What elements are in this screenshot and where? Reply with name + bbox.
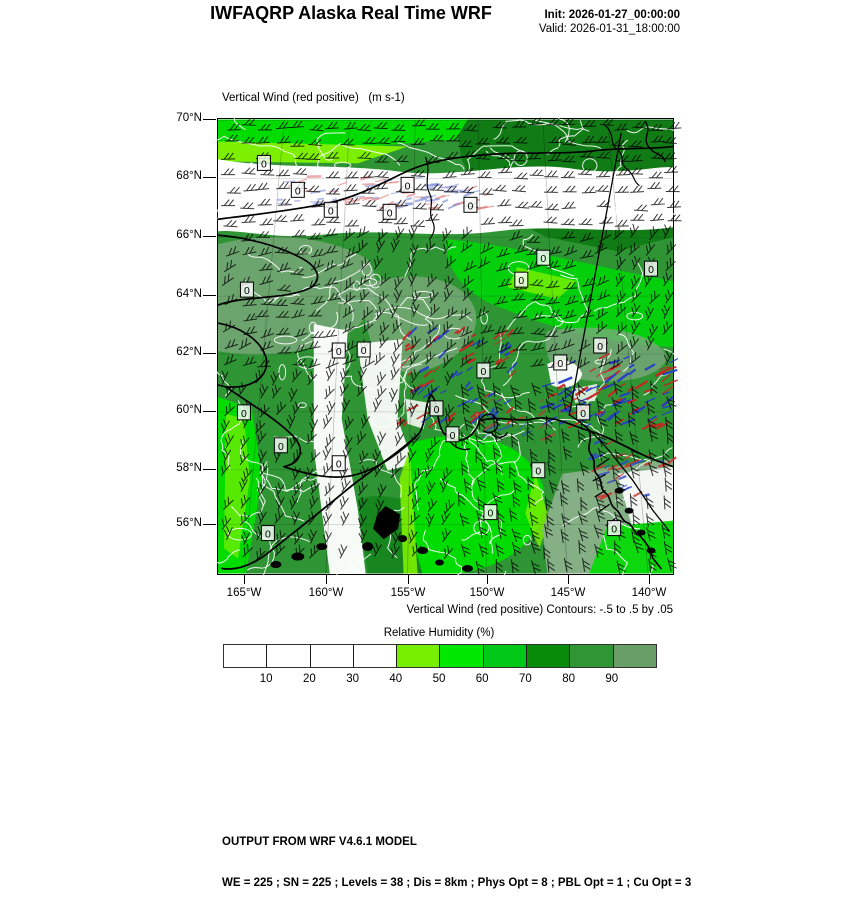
- y-axis-tick-label: 62°N: [150, 346, 202, 359]
- model-config-line: WE = 225 ; SN = 225 ; Levels = 38 ; Dis = 8km ; Phys Opt = 8 ; PBL Opt = 1 ; Cu Opt = 3: [222, 877, 691, 891]
- map-plot-area: [217, 118, 674, 575]
- y-axis-tick: [203, 236, 216, 237]
- x-axis-tick-label: 155°W: [378, 587, 438, 600]
- svg-text:0: 0: [611, 525, 617, 536]
- colorbar-tick-label: 70: [509, 673, 541, 685]
- colorbar: [223, 644, 657, 668]
- y-axis-tick: [203, 411, 216, 412]
- colorbar-cell: [614, 645, 656, 667]
- x-axis-tick: [326, 574, 327, 584]
- x-axis-tick-label: 160°W: [296, 587, 356, 600]
- x-axis-tick-label: 165°W: [214, 587, 274, 600]
- svg-text:0: 0: [265, 530, 271, 541]
- colorbar-tick-label: 30: [337, 673, 369, 685]
- y-axis-tick-label: 70°N: [150, 112, 202, 125]
- contour-zero-label: [291, 182, 304, 197]
- svg-text:0: 0: [557, 359, 563, 370]
- x-axis-tick: [649, 574, 650, 584]
- contour-zero-label: [537, 250, 550, 265]
- y-axis-tick-label: 60°N: [150, 404, 202, 417]
- svg-text:0: 0: [468, 201, 474, 212]
- x-axis-tick-label: 140°W: [619, 587, 679, 600]
- colorbar-tick-labels: [223, 673, 655, 689]
- contour-zero-label: [237, 405, 250, 420]
- svg-text:0: 0: [336, 460, 342, 471]
- contour-zero-label: [240, 282, 253, 297]
- contour-zero-label: [477, 363, 490, 378]
- contour-zero-label: [274, 438, 287, 453]
- y-axis-tick-label: 68°N: [150, 170, 202, 183]
- colorbar-tick-label: 40: [380, 673, 412, 685]
- x-axis-tick-label: 145°W: [538, 587, 598, 600]
- contour-zero-label: [532, 463, 545, 478]
- svg-text:0: 0: [535, 467, 541, 478]
- y-axis-tick: [203, 295, 216, 296]
- model-info-footer: [222, 809, 691, 917]
- colorbar-tick-label: 10: [250, 673, 282, 685]
- svg-text:0: 0: [487, 509, 493, 520]
- contour-zero-label: [446, 427, 459, 442]
- svg-text:0: 0: [434, 405, 440, 416]
- contour-zero-label: [554, 355, 567, 370]
- svg-text:0: 0: [278, 442, 284, 453]
- contour-zero-label: [357, 342, 370, 357]
- colorbar-tick-label: 80: [553, 673, 585, 685]
- colorbar-tick-label: 20: [293, 673, 325, 685]
- svg-text:0: 0: [405, 181, 411, 192]
- contour-zero-label: [324, 202, 337, 217]
- svg-text:0: 0: [597, 342, 603, 353]
- x-axis-tick-label: 150°W: [457, 587, 517, 600]
- contour-zero-label: [645, 261, 658, 276]
- contour-zero-label: [577, 405, 590, 420]
- svg-text:0: 0: [518, 276, 524, 287]
- contour-zero-label: [383, 204, 396, 219]
- init-time-label: Init: 2026-01-27_00:00:00: [544, 9, 680, 22]
- colorbar-cell: [311, 645, 354, 667]
- contour-zero-label: [484, 505, 497, 520]
- y-axis-tick: [203, 469, 216, 470]
- contour-zero-label: [401, 177, 414, 192]
- contour-zero-label: [464, 197, 477, 212]
- x-axis-tick: [487, 574, 488, 584]
- legend-vertical-wind: Vertical Wind (red positive) (m s-1): [222, 91, 405, 106]
- svg-text:0: 0: [361, 346, 367, 357]
- y-axis-tick-label: 58°N: [150, 462, 202, 475]
- colorbar-cell: [224, 645, 267, 667]
- contour-zero-label: [332, 456, 345, 471]
- y-axis-tick-label: 64°N: [150, 288, 202, 301]
- svg-text:0: 0: [336, 347, 342, 358]
- colorbar-cell: [440, 645, 483, 667]
- svg-text:0: 0: [540, 254, 546, 265]
- svg-text:0: 0: [450, 431, 456, 442]
- y-axis-tick-label: 66°N: [150, 229, 202, 242]
- x-axis-tick: [408, 574, 409, 584]
- colorbar-tick-label: 50: [423, 673, 455, 685]
- y-axis-tick: [203, 119, 216, 120]
- svg-text:0: 0: [244, 286, 250, 297]
- contour-zero-label: [430, 401, 443, 416]
- colorbar-tick-label: 90: [596, 673, 628, 685]
- svg-text:0: 0: [261, 159, 267, 170]
- y-axis-tick: [203, 524, 216, 525]
- contour-zero-label: [515, 272, 528, 287]
- colorbar-cell: [397, 645, 440, 667]
- svg-text:0: 0: [580, 409, 586, 420]
- contour-zero-label: [332, 343, 345, 358]
- svg-text:0: 0: [387, 208, 393, 219]
- colorbar-cell: [527, 645, 570, 667]
- colorbar-title: Relative Humidity (%): [239, 627, 639, 639]
- svg-text:0: 0: [295, 186, 301, 197]
- y-axis-tick: [203, 177, 216, 178]
- y-axis-tick: [203, 353, 216, 354]
- weather-map: [218, 119, 673, 574]
- contour-zero-label: [594, 338, 607, 353]
- colorbar-cell: [267, 645, 310, 667]
- svg-text:0: 0: [241, 409, 247, 420]
- contour-zero-label: [608, 521, 621, 536]
- y-axis-tick-label: 56°N: [150, 517, 202, 530]
- colorbar-cell: [570, 645, 613, 667]
- contour-zero-label: [257, 155, 270, 170]
- svg-text:0: 0: [481, 367, 487, 378]
- colorbar-cell: [484, 645, 527, 667]
- colorbar-tick-label: 60: [466, 673, 498, 685]
- x-axis-tick: [244, 574, 245, 584]
- colorbar-cell: [354, 645, 397, 667]
- contour-zero-label: [261, 526, 274, 541]
- valid-time-label: Valid: 2026-01-31_18:00:00: [539, 23, 680, 36]
- x-axis-tick: [568, 574, 569, 584]
- svg-text:0: 0: [648, 265, 654, 276]
- model-output-line: OUTPUT FROM WRF V4.6.1 MODEL: [222, 836, 691, 850]
- svg-text:0: 0: [328, 206, 334, 217]
- page-title: IWFAQRP Alaska Real Time WRF: [151, 7, 551, 20]
- contour-interval-caption: Vertical Wind (red positive) Contours: -.5 to .5 by .05: [273, 604, 673, 616]
